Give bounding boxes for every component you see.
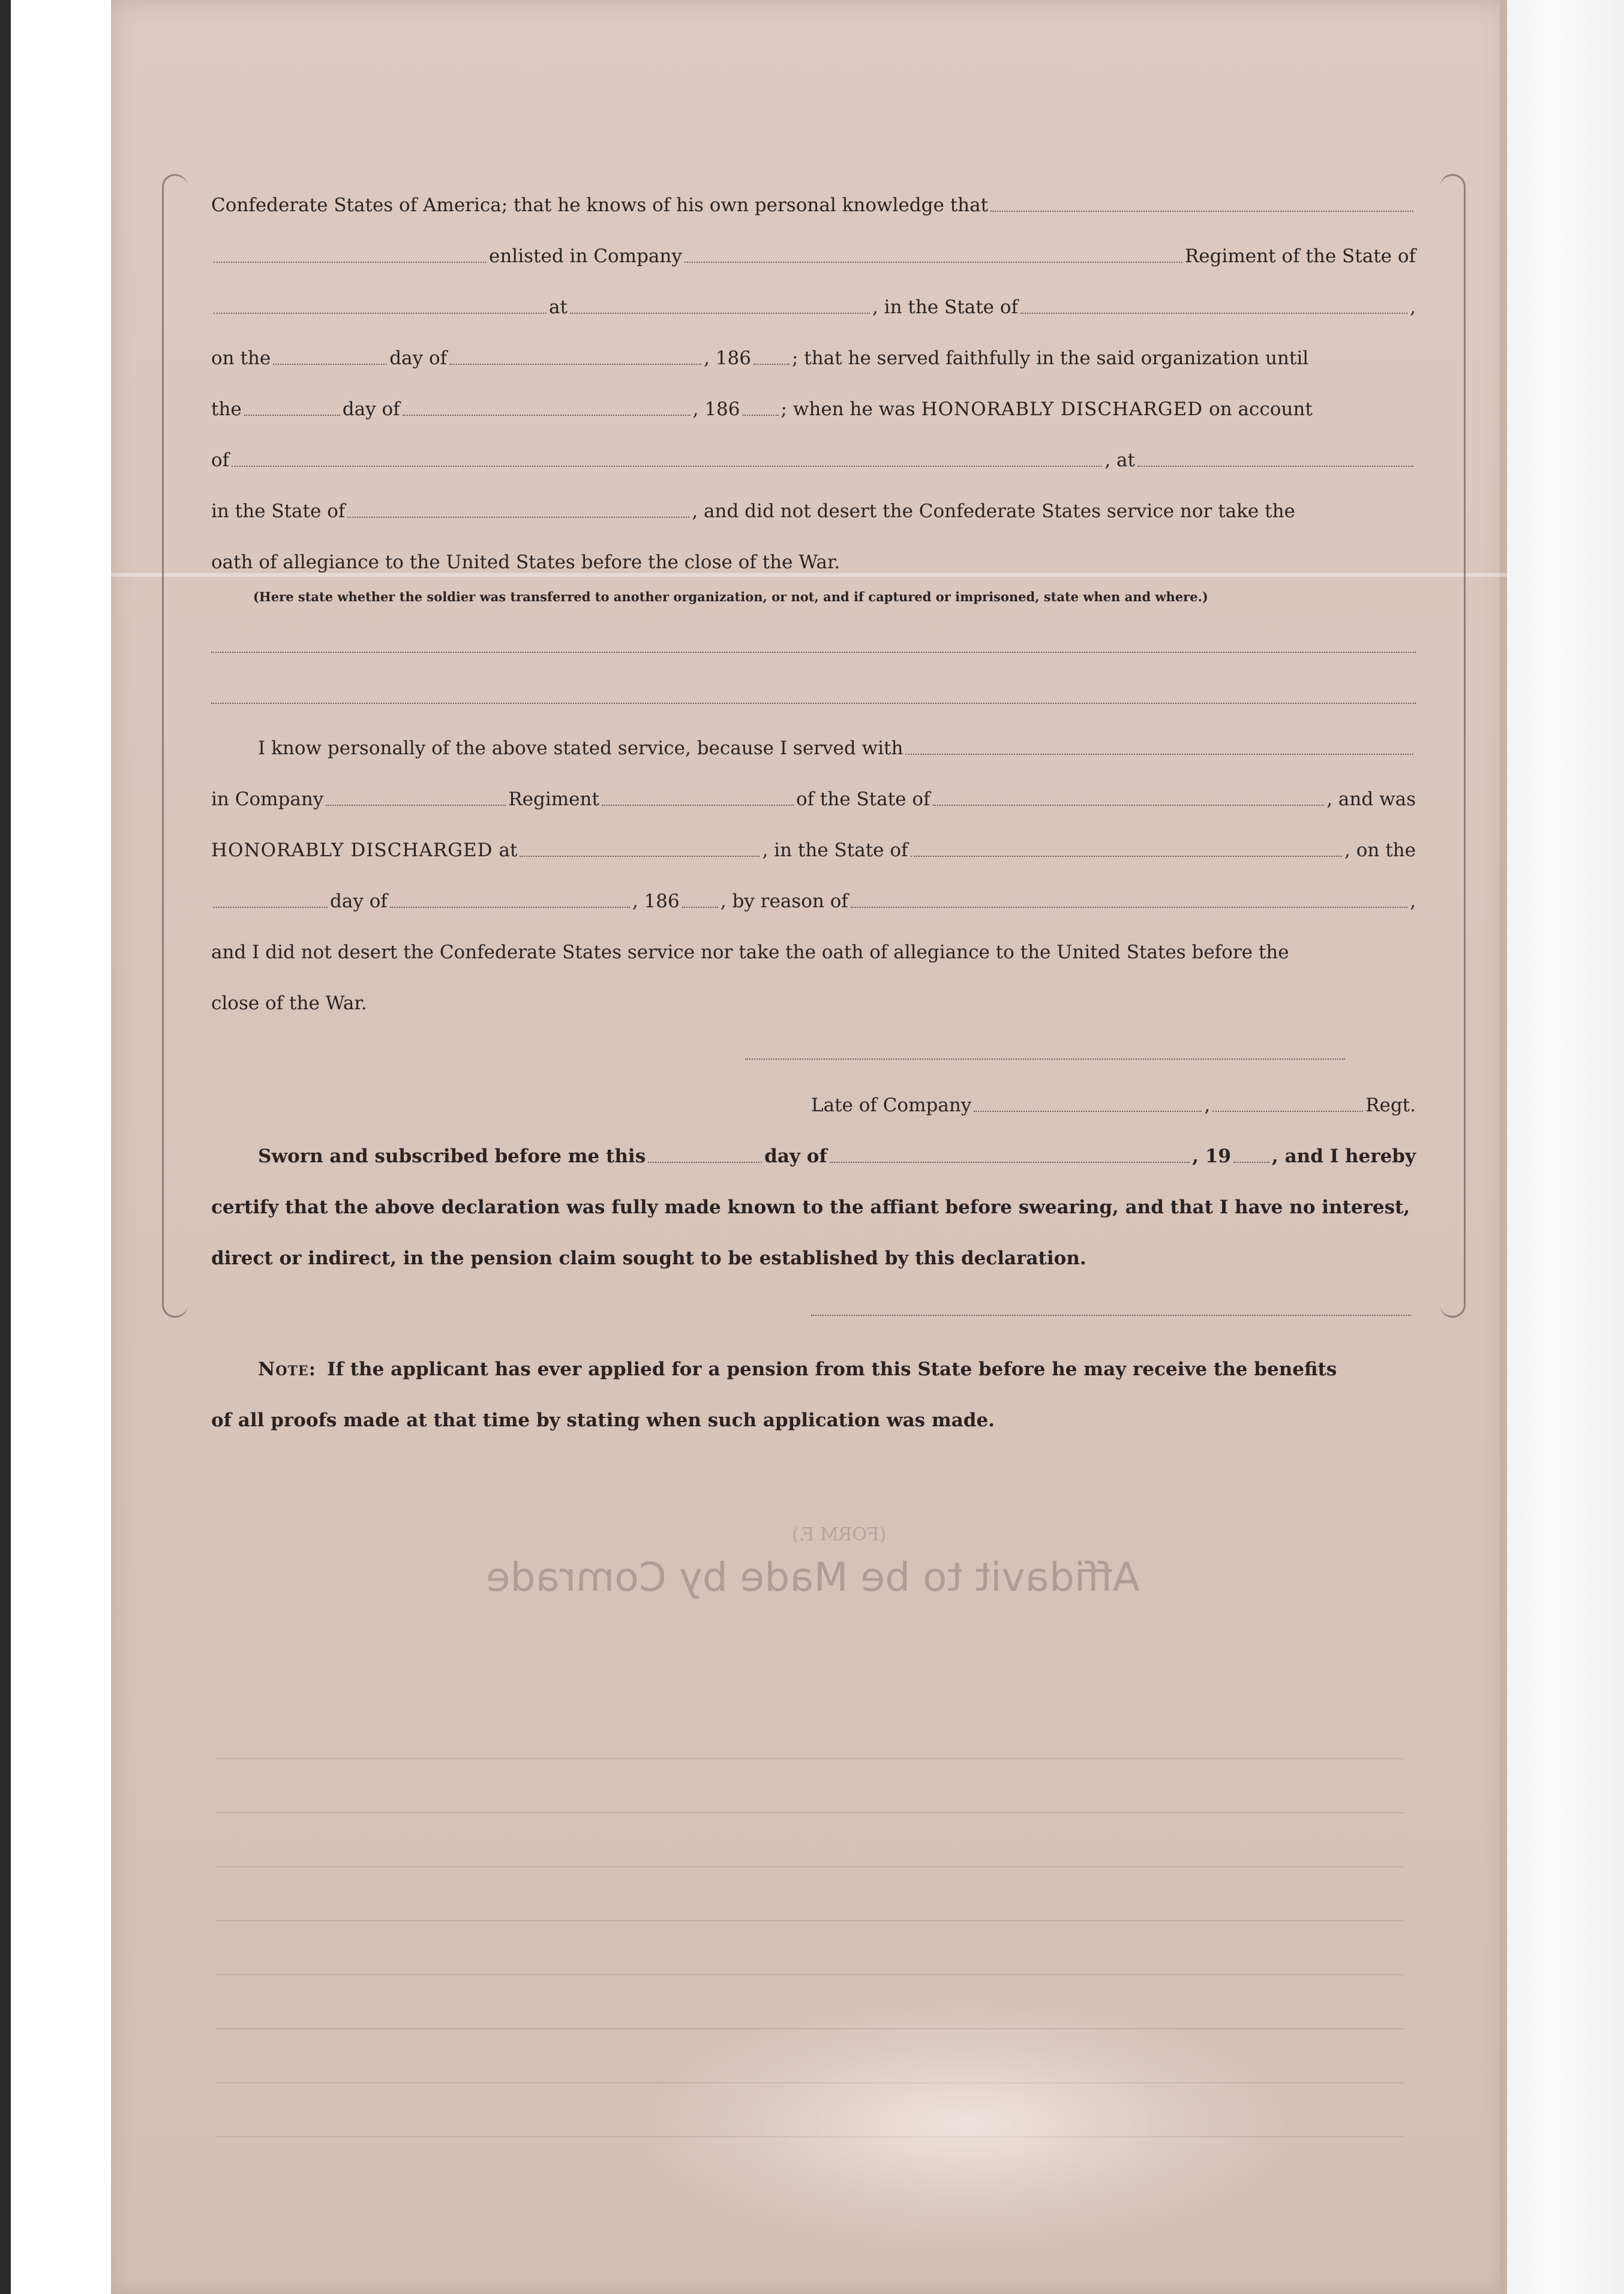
fold-crease	[111, 573, 1507, 577]
text: , and did not desert the Confederate States service nor take the	[692, 500, 1295, 522]
text: ,	[1410, 296, 1416, 318]
pencil-bracket-right	[1440, 174, 1466, 1318]
pencil-bracket-left	[162, 174, 188, 1318]
text: of	[211, 449, 230, 471]
text: in the State of	[211, 500, 346, 522]
text: on the	[211, 347, 271, 369]
text: If the applicant has ever applied for a pension from this State before he may receive the benefits	[327, 1359, 1337, 1380]
p2-line-4	[211, 888, 1416, 912]
blank-field[interactable]	[326, 804, 506, 806]
blank-line[interactable]	[211, 702, 1416, 704]
blank-field[interactable]	[232, 465, 1102, 467]
p4-line-1	[211, 1356, 1416, 1380]
text: of the State of	[796, 788, 930, 810]
blank-field[interactable]	[1020, 312, 1407, 314]
blank-field[interactable]	[602, 804, 794, 806]
blank-field[interactable]	[754, 363, 790, 365]
p3-line-2	[211, 1194, 1416, 1218]
scan-border-left	[0, 0, 11, 2294]
blank-field[interactable]	[347, 516, 689, 518]
bleed-form-label: (FORM F.)	[792, 1524, 887, 1545]
p3-line-1	[211, 1143, 1416, 1167]
text: ,	[1204, 1094, 1211, 1116]
honorably-discharged-text: HONORABLY DISCHARGED	[211, 839, 493, 861]
blank-field[interactable]	[390, 906, 630, 908]
blank-field[interactable]	[685, 261, 1182, 263]
bleed-line	[216, 1920, 1404, 1921]
text: at	[499, 839, 518, 861]
p2-line-5	[211, 939, 1416, 963]
bleed-line	[216, 1866, 1404, 1867]
blank-field[interactable]	[570, 312, 870, 314]
plastic-sleeve	[1507, 0, 1624, 2294]
text: of all proofs made at that time by stating when such application was made.	[211, 1410, 995, 1431]
text: , in the State of	[872, 296, 1018, 318]
p1-line-1	[211, 192, 1416, 216]
instruction-note: (Here state whether the soldier was transferred to another organization, or not, and if captured or imprisoned, state when and where.)	[253, 589, 1208, 604]
p2-line-6	[211, 990, 1416, 1014]
blank-line[interactable]	[211, 651, 1416, 653]
blank-field[interactable]	[520, 855, 760, 857]
blank-field[interactable]	[648, 1161, 762, 1163]
blank-field[interactable]	[403, 414, 691, 416]
text: Confederate States of America; that he knows of his own personal knowledge that	[211, 194, 989, 216]
blank-field[interactable]	[911, 855, 1343, 857]
bleed-line	[216, 1812, 1404, 1813]
text: day of	[389, 347, 448, 369]
blank-field[interactable]	[273, 363, 387, 365]
blank-field[interactable]	[851, 906, 1407, 908]
text: day of	[342, 398, 400, 420]
text: , in the State of	[762, 839, 908, 861]
text: , 186	[704, 347, 751, 369]
p2-line-1	[211, 735, 1416, 759]
text: , 186	[692, 398, 740, 420]
text: direct or indirect, in the pension claim sought to be established by this declaration.	[211, 1248, 1086, 1269]
blank-field[interactable]	[1137, 465, 1413, 467]
p1-line-4	[211, 345, 1416, 369]
text: Sworn and subscribed before me this	[258, 1145, 646, 1167]
note-label: Note:	[258, 1359, 317, 1380]
text: day of	[764, 1145, 827, 1167]
text: ,	[1410, 890, 1416, 912]
text: oath of allegiance to the United States before the close of the War.	[211, 551, 840, 573]
blank-field[interactable]	[214, 261, 487, 263]
text: day of	[330, 890, 388, 912]
blank-field[interactable]	[214, 906, 328, 908]
text: , 19	[1192, 1145, 1232, 1167]
officer-signature-line[interactable]	[811, 1314, 1411, 1316]
blank-field[interactable]	[743, 414, 779, 416]
text: and I did not desert the Confederate States service nor take the oath of allegiance to the United States before the	[211, 941, 1289, 963]
p2-line-2	[211, 786, 1416, 810]
blank-field[interactable]	[244, 414, 340, 416]
blank-field[interactable]	[1233, 1161, 1269, 1163]
blank-field[interactable]	[990, 210, 1413, 212]
text: Regiment	[508, 788, 599, 810]
text: certify that the above declaration was fully made known to the affiant before swearing, and that I have no interest,	[211, 1197, 1410, 1218]
blank-field[interactable]	[905, 753, 1413, 755]
text: , on the	[1344, 839, 1416, 861]
text: Regt.	[1365, 1094, 1416, 1116]
text: Regiment of the State of	[1184, 245, 1416, 267]
p2-line-3	[211, 837, 1416, 861]
text: , and I hereby	[1272, 1145, 1416, 1167]
bleed-title: Affidavit to be Made by Comrade	[486, 1554, 1140, 1600]
text: I know personally of the above stated service, because I served with	[258, 737, 903, 759]
p3-line-3	[211, 1245, 1416, 1269]
p1-line-7	[211, 498, 1416, 522]
plastic-glare	[636, 1998, 1296, 2250]
blank-field[interactable]	[214, 312, 547, 314]
blank-field[interactable]	[682, 906, 718, 908]
text: , 186	[632, 890, 680, 912]
late-of-company-line	[211, 1092, 1416, 1116]
text: in Company	[211, 788, 324, 810]
p4-line-2	[211, 1407, 1416, 1431]
p1-line-6	[211, 447, 1416, 471]
p1-line-8	[211, 549, 1416, 573]
text: close of the War.	[211, 992, 367, 1014]
bleed-line	[216, 1974, 1404, 1975]
blank-field[interactable]	[830, 1161, 1190, 1163]
text: , and was	[1326, 788, 1416, 810]
p1-line-5	[211, 396, 1416, 420]
blank-field[interactable]	[449, 363, 701, 365]
text: at	[549, 296, 568, 318]
bleed-line	[216, 1758, 1404, 1759]
text: , at	[1104, 449, 1135, 471]
text: , by reason of	[720, 890, 848, 912]
p1-line-2	[211, 243, 1416, 267]
text: Late of Company	[811, 1094, 972, 1116]
p1-line-3	[211, 294, 1416, 318]
text: enlisted in Company	[489, 245, 682, 267]
text: the	[211, 398, 242, 420]
text: on account	[1209, 398, 1313, 420]
signature-line[interactable]	[745, 1058, 1345, 1060]
honorably-discharged-text: HONORABLY DISCHARGED	[921, 398, 1203, 420]
blank-field[interactable]	[974, 1110, 1202, 1112]
blank-field[interactable]	[1212, 1110, 1363, 1112]
text: ; that he served faithfully in the said organization until	[792, 347, 1309, 369]
text: ; when he was	[781, 398, 915, 420]
blank-field[interactable]	[933, 804, 1325, 806]
